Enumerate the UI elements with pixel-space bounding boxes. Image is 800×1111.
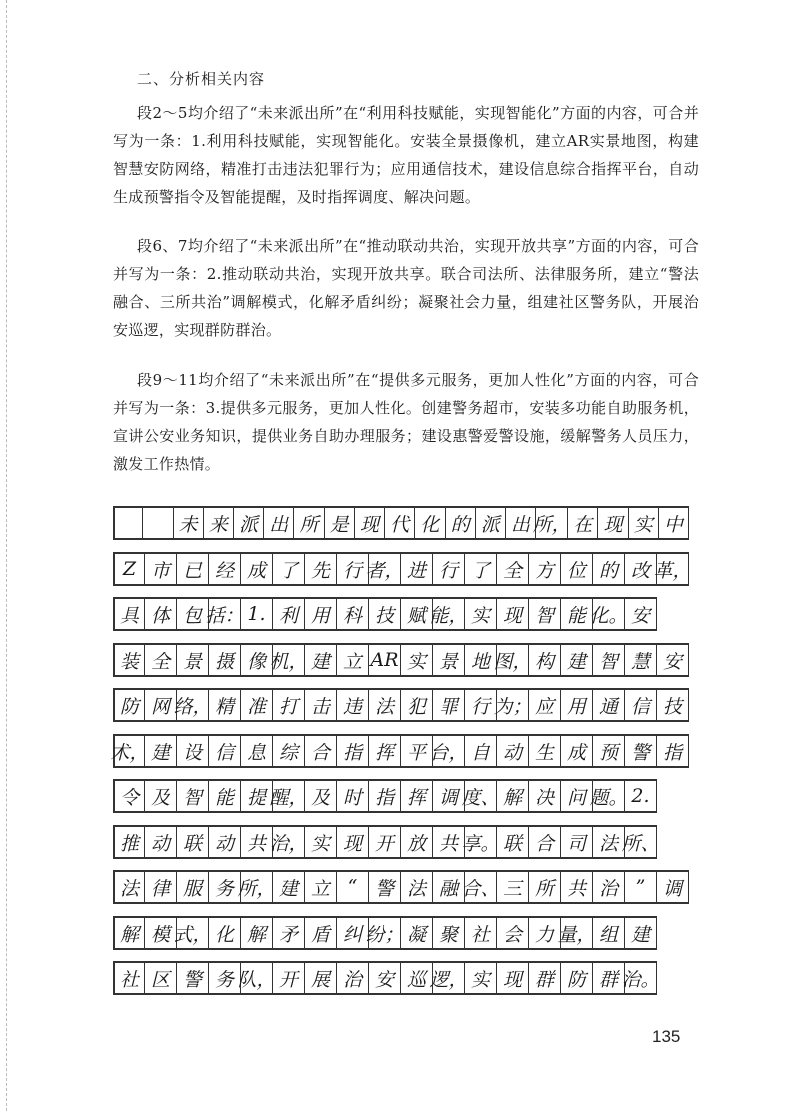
grid-cell: 醒， [273,779,305,813]
grid-cell: 务 [209,870,241,904]
grid-cell: 能 [561,597,593,631]
grid-cell: 司 [561,825,593,859]
grid-cell: 现 [497,961,529,995]
grid-cell: 逻， [433,961,465,995]
grid-cell: 通 [593,688,625,722]
grid-row [110,734,689,768]
grid-cell: 三 [497,870,529,904]
grid-cell: 准 [241,688,273,722]
grid-cell: 了 [273,552,305,586]
analysis-paragraph-3: 段9～11均介绍了“未来派出所”在“提供多元服务，更加人性化”方面的内容，可合并写为一条：3.提供多元服务，更加人性化。创建警务超市，安装多功能自助服务机，宣讲公安业务知识，提供业务自助办理服务；建设惠警爱警设施，缓解警务人员压力，激发工作热情。 [113,371,699,473]
grid-cell: 派 [234,506,264,540]
grid-cell: 矛 [273,916,305,950]
grid-cell: 设 [177,734,209,768]
grid-cell: 联 [177,825,209,859]
grid-cell: 合 [305,734,337,768]
grid-row [113,597,689,631]
grid-cell: 所、 [625,825,657,859]
grid-cell: 先 [305,552,337,586]
grid-cell: 智 [177,779,209,813]
grid-cell: 市 [145,552,177,586]
grid-cell: 方 [529,552,561,586]
grid-cell: 及 [145,779,177,813]
grid-cell: 会 [497,916,529,950]
grid-cell: 位 [561,552,593,586]
grid-cell: 2. [625,779,657,813]
grid-cell: 息 [241,734,273,768]
grid-cell: 放 [401,825,433,859]
grid-cell: 括： [209,597,241,631]
grid-cell: 成 [241,552,273,586]
grid-cell: 立 [337,643,369,677]
grid-row [113,779,689,813]
grid-cell: 动 [209,825,241,859]
grid-cell: 合、 [465,870,497,904]
grid-cell: 指 [657,734,689,768]
grid-row [113,961,689,995]
grid-cell: 安 [625,597,657,631]
grid-cell: 景 [177,643,209,677]
grid-cell: 信 [209,734,241,768]
grid-cell: 实 [465,597,497,631]
grid-row [113,916,689,950]
grid-cell: 行 [465,688,497,722]
grid-cell: 防 [113,688,145,722]
grid-cell: 智 [529,597,561,631]
grid-cell: 区 [145,961,177,995]
grid-cell: 犯 [401,688,433,722]
grid-cell: 时 [337,779,369,813]
grid-cell: 现 [337,825,369,859]
grid-cell: 能， [433,597,465,631]
grid-cell: 行 [337,552,369,586]
grid-cell: 社 [113,961,145,995]
grid-cell: 地 [465,643,497,677]
grid-cell: 来 [204,506,234,540]
grid-cell: 技 [657,688,689,722]
grid-cell: 共 [561,870,593,904]
section-heading: 二、分析相关内容 [137,70,266,88]
grid-cell: 治， [273,825,305,859]
grid-cell: 纷； [369,916,401,950]
grid-cell: 开 [273,961,305,995]
grid-cell: 装 [113,643,145,677]
grid-cell: 革， [657,552,689,586]
grid-cell: 化 [209,916,241,950]
grid-cell: 成 [561,734,593,768]
grid-cell: 安 [369,961,401,995]
grid-cell: 挥 [369,734,401,768]
grid-cell: 者， [369,552,401,586]
grid-cell: 巡 [401,961,433,995]
grid-cell: 能 [209,779,241,813]
grid-cell: 力 [529,916,561,950]
grid-cell: 经 [209,552,241,586]
grid-cell: Z [113,552,145,586]
grid-cell: 全 [145,643,177,677]
grid-cell: 行 [433,552,465,586]
grid-cell: 律 [145,870,177,904]
grid-cell: “ [337,870,369,904]
grid-cell: 现 [355,506,385,540]
grid-cell: 击 [305,688,337,722]
grid-cell: 的 [446,506,476,540]
grid-cell: 像 [241,643,273,677]
grid-cell: 开 [369,825,401,859]
grid-cell: 建 [625,916,657,950]
grid-cell: 代 [385,506,415,540]
grid-cell: 建 [273,870,305,904]
grid-cell: 共 [241,825,273,859]
grid-cell: AR [369,643,401,677]
grid-cell: 出 [506,506,536,540]
grid-cell: 量， [561,916,593,950]
grid-cell: 包 [177,597,209,631]
grid-row [113,506,689,540]
grid-cell: 现 [497,597,529,631]
grid-cell: 违 [337,688,369,722]
grid-cell [113,506,143,540]
grid-cell: 应 [529,688,561,722]
grid-cell: 警 [625,734,657,768]
grid-row [113,552,692,586]
grid-cell: 警 [177,961,209,995]
grid-cell: 解 [497,779,529,813]
grid-cell: 综 [273,734,305,768]
grid-cell: 及 [305,779,337,813]
grid-cell: 化。 [593,597,625,631]
grid-cell: 推 [113,825,145,859]
page-number: 135 [652,1027,681,1046]
grid-cell: 指 [369,779,401,813]
grid-cell: 进 [401,552,433,586]
grid-cell: 所 [529,870,561,904]
grid-cell: 法 [369,688,401,722]
grid-cell: 问 [561,779,593,813]
grid-cell: 术， [113,734,145,768]
grid-cell: 派 [476,506,506,540]
grid-cell: 共 [433,825,465,859]
grid-cell: 式， [177,916,209,950]
grid-cell: 题。 [593,779,625,813]
grid-cell: 预 [593,734,625,768]
grid-cell: 队， [241,961,273,995]
grid-cell: 络， [177,688,209,722]
grid-cell: 组 [593,916,625,950]
grid-cell: 打 [273,688,305,722]
grid-cell: 实 [305,825,337,859]
grid-cell: 信 [625,688,657,722]
grid-cell: 科 [337,597,369,631]
analysis-paragraph-1: 段2～5均介绍了“未来派出所”在“利用科技赋能，实现智能化”方面的内容，可合并写为一条：1.利用科技赋能，实现智能化。安装全景摄像机，建立AR实景地图，构建智慧安防网络，精准打击违法犯罪行为；应用通信技术，建设信息综合指挥平台，自动生成预警指令及智能提醒，及时指挥调度、解决问题。 [113,104,699,206]
analysis-paragraph-2: 段6、7均介绍了“未来派出所”在“推动联动共治，实现开放共享”方面的内容，可合并写为一条：2.推动联动共治，实现开放共享。联合司法所、法律服务所，建立“警法融合、三所共治”调解模式，化解矛盾纠纷；凝聚社会力量，组建社区警务队，开展治安巡逻，实现群防群治。 [113,237,699,339]
grid-cell: 图， [497,643,529,677]
grid-cell: 现 [598,506,628,540]
binding-margin-rule [6,0,7,1111]
grid-cell: 全 [497,552,529,586]
grid-cell: 提 [241,779,273,813]
grid-cell: 是 [325,506,355,540]
grid-cell: 体 [145,597,177,631]
grid-cell: 技 [369,597,401,631]
grid-cell: 在 [568,506,598,540]
grid-cell: 法 [593,825,625,859]
grid-cell: 合 [529,825,561,859]
grid-cell: 用 [561,688,593,722]
grid-cell: 具 [113,597,145,631]
grid-cell: 建 [145,734,177,768]
grid-cell: 法 [113,870,145,904]
grid-cell: 罪 [433,688,465,722]
grid-cell: 安 [657,643,689,677]
grid-cell: 生 [529,734,561,768]
grid-cell: 立 [305,870,337,904]
grid-cell: 中 [659,506,689,540]
grid-row [113,870,689,904]
grid-cell: 为； [497,688,529,722]
grid-cell: 景 [433,643,465,677]
grid-cell: 调 [433,779,465,813]
grid-cell: 建 [561,643,593,677]
grid-cell: 务 [209,961,241,995]
grid-cell: 智 [593,643,625,677]
grid-cell: 法 [401,870,433,904]
grid-cell: 平 [401,734,433,768]
grid-cell: 模 [145,916,177,950]
grid-cell: 所， [241,870,273,904]
grid-cell: 盾 [305,916,337,950]
grid-cell: 的 [593,552,625,586]
grid-cell: 自 [465,734,497,768]
grid-cell: 度、 [465,779,497,813]
grid-cell: 慧 [625,643,657,677]
grid-row [113,688,689,722]
grid-cell: 构 [529,643,561,677]
grid-cell: 已 [177,552,209,586]
grid-cell: 凝 [401,916,433,950]
grid-cell: 社 [465,916,497,950]
grid-row [113,643,689,677]
grid-cell: 精 [209,688,241,722]
grid-cell: 决 [529,779,561,813]
grid-row [113,825,689,859]
grid-cell: 所， [536,506,568,540]
grid-cell: 利 [273,597,305,631]
grid-cell: 实 [401,643,433,677]
grid-cell: 了 [465,552,497,586]
grid-cell: 展 [305,961,337,995]
grid-cell: 挥 [401,779,433,813]
grid-cell: 建 [305,643,337,677]
grid-cell: 纠 [337,916,369,950]
grid-cell: 治 [337,961,369,995]
grid-cell: 联 [497,825,529,859]
grid-cell: 1. [241,597,273,631]
grid-cell: 改 [625,552,657,586]
grid-cell: 赋 [401,597,433,631]
grid-cell: 解 [241,916,273,950]
grid-cell: 融 [433,870,465,904]
grid-cell: 服 [177,870,209,904]
grid-cell: 治。 [625,961,657,995]
grid-cell: 令 [113,779,145,813]
grid-cell: 警 [369,870,401,904]
grid-cell: 未 [174,506,204,540]
grid-cell: 网 [145,688,177,722]
grid-cell: 解 [113,916,145,950]
grid-cell: 出 [264,506,294,540]
grid-cell: 机， [273,643,305,677]
grid-cell: 实 [465,961,497,995]
grid-cell: 群 [529,961,561,995]
grid-cell: 群 [593,961,625,995]
grid-cell: 享。 [465,825,497,859]
grid-cell: 防 [561,961,593,995]
grid-cell: 所 [294,506,324,540]
grid-cell [143,506,173,540]
grid-cell: 调 [657,870,689,904]
grid-cell: 台， [433,734,465,768]
grid-cell: 指 [337,734,369,768]
grid-cell: 摄 [209,643,241,677]
grid-cell: 用 [305,597,337,631]
grid-cell: 聚 [433,916,465,950]
grid-cell: 化 [415,506,445,540]
grid-cell: 动 [497,734,529,768]
grid-cell: 治 [593,870,625,904]
grid-cell: 实 [629,506,659,540]
grid-cell: 动 [145,825,177,859]
grid-cell: ” [625,870,657,904]
